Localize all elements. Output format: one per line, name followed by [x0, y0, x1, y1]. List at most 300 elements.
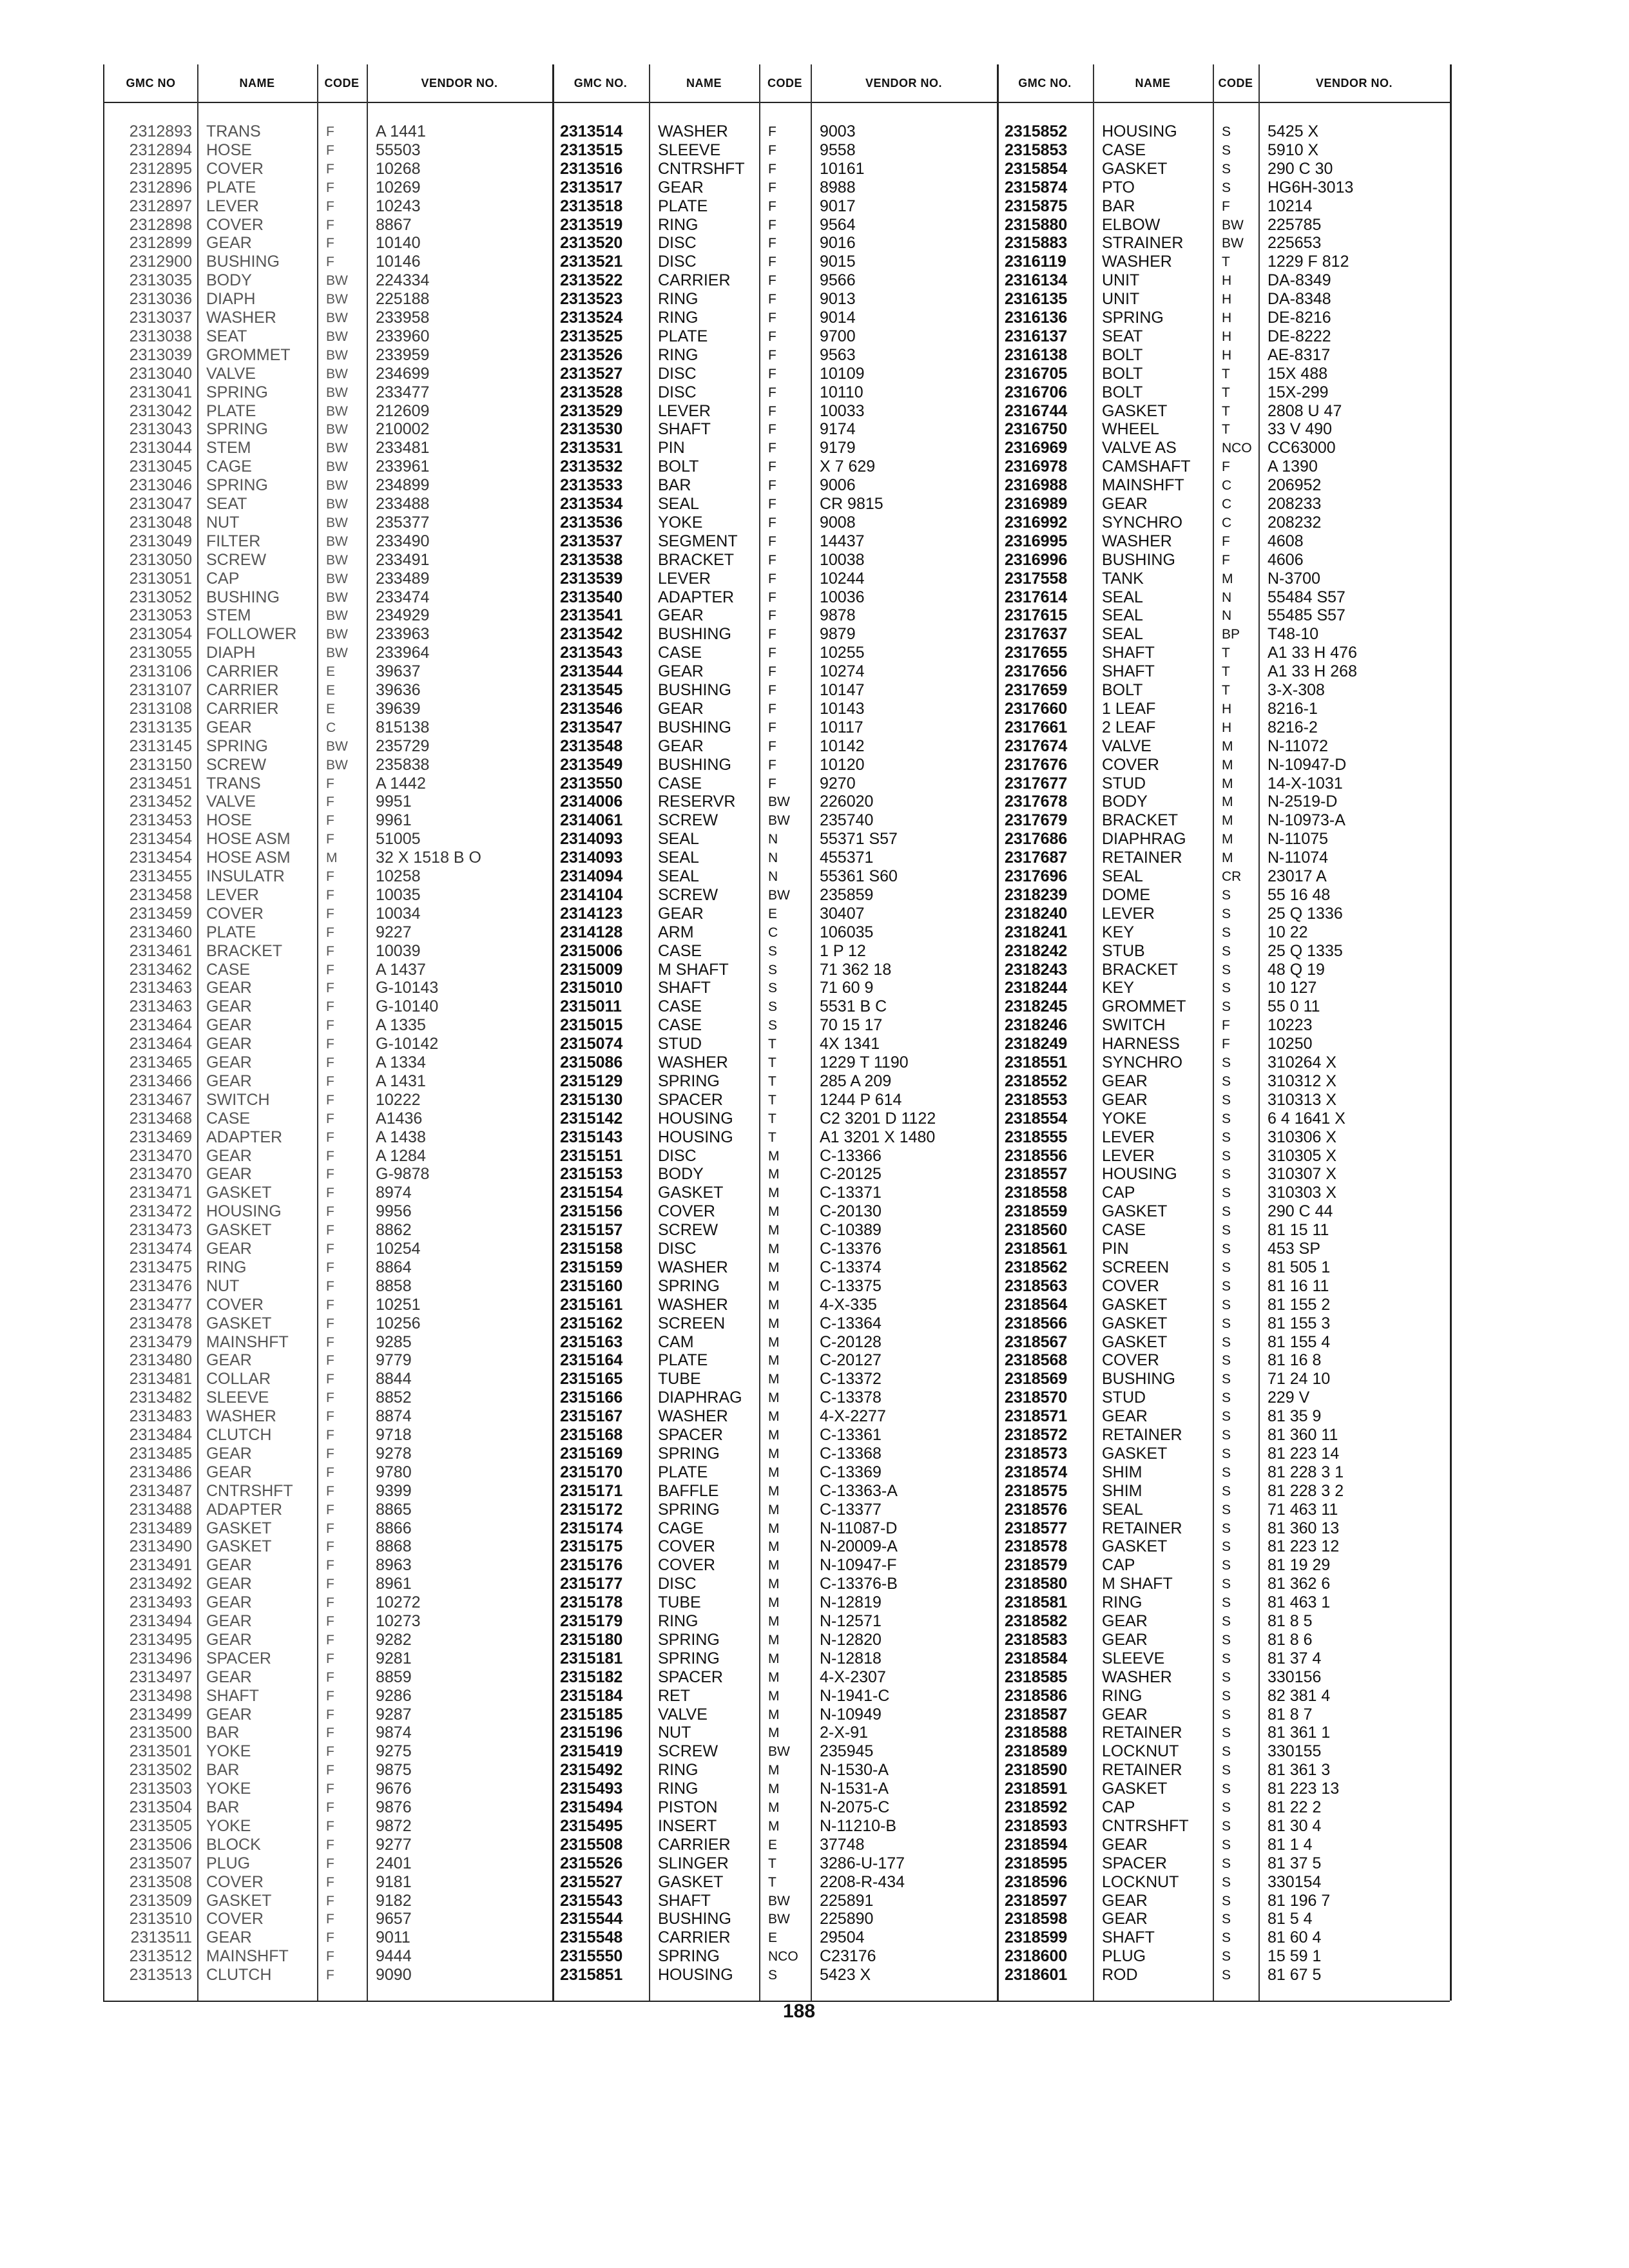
vendor-code: F	[326, 1707, 334, 1722]
part-name: GEAR	[206, 718, 252, 736]
vendor-code: M	[768, 1521, 780, 1536]
vendor-no: N-2075-C	[820, 1798, 890, 1816]
vendor-code: M	[768, 1465, 780, 1480]
part-name: COVER	[206, 215, 264, 234]
part-name: SHAFT	[206, 1686, 259, 1705]
vendor-code: F	[1222, 552, 1230, 568]
vendor-code: F	[326, 1782, 334, 1797]
gmc-no: 2315165	[560, 1370, 623, 1389]
vendor-code: BW	[768, 794, 790, 810]
vendor-code: BW	[326, 366, 348, 381]
vendor-code: S	[1222, 161, 1231, 177]
vendor-code: S	[768, 962, 778, 977]
gmc-no: 2317661	[1005, 718, 1068, 736]
vendor-no: 9017	[820, 197, 856, 215]
part-name: PIN	[658, 439, 685, 457]
part-name: GEAR	[206, 1556, 252, 1575]
gmc-no: 2312897	[129, 197, 192, 215]
vendor-no: 4X 1341	[820, 1035, 880, 1053]
vendor-code: F	[326, 1502, 334, 1517]
part-name: SPACER	[658, 1667, 723, 1686]
vendor-no: 9657	[376, 1910, 412, 1928]
part-name: SCREW	[658, 1221, 718, 1240]
vendor-code: BW	[326, 347, 348, 363]
vendor-no: 9016	[820, 234, 856, 253]
vendor-no: 234929	[376, 606, 430, 625]
vendor-code: F	[326, 1129, 334, 1145]
part-name: GASKET	[658, 1872, 724, 1891]
vendor-no: 10273	[376, 1612, 421, 1630]
part-name: RETAINER	[1102, 849, 1182, 867]
vendor-no: CC63000	[1268, 439, 1336, 457]
vendor-code: BP	[1222, 627, 1240, 642]
vendor-code: N	[768, 850, 778, 866]
part-name: GEAR	[658, 606, 704, 625]
part-name: KEY	[1102, 979, 1135, 997]
gmc-no: 2315178	[560, 1593, 623, 1612]
vendor-code: F	[326, 142, 334, 158]
part-name: COVER	[206, 1295, 264, 1314]
vendor-no: A 1390	[1268, 457, 1318, 476]
vendor-no: 9564	[820, 215, 856, 234]
part-name: HOSE	[206, 140, 252, 159]
vendor-no: 8866	[376, 1519, 412, 1537]
vendor-code: F	[326, 1763, 334, 1778]
vendor-code: F	[768, 422, 776, 437]
vendor-no: C-13371	[820, 1184, 882, 1202]
vendor-code: S	[1222, 1334, 1231, 1350]
vendor-no: 815138	[376, 718, 430, 736]
vendor-code: T	[768, 1055, 776, 1070]
vendor-no: A 1437	[376, 960, 426, 979]
vendor-no: 225653	[1268, 234, 1322, 253]
part-name: FILTER	[206, 532, 261, 550]
vendor-no: 81 35 9	[1268, 1407, 1322, 1426]
vendor-no: 5910 X	[1268, 140, 1319, 159]
gmc-no: 2316134	[1005, 271, 1068, 290]
vendor-code: S	[1222, 887, 1231, 903]
gmc-no: 2313472	[129, 1202, 192, 1221]
vendor-code: BW	[326, 515, 348, 530]
gmc-no: 2316992	[1005, 513, 1068, 532]
vendor-code: F	[326, 255, 334, 270]
gmc-no: 2313452	[129, 793, 192, 811]
gmc-no: 2314093	[560, 849, 623, 867]
gmc-no: 2314061	[560, 811, 623, 830]
part-name: SEAL	[658, 867, 699, 885]
gmc-no: 2318579	[1005, 1556, 1068, 1575]
vendor-code: F	[768, 701, 776, 716]
vendor-code: T	[1222, 255, 1230, 270]
gmc-no: 2314128	[560, 923, 623, 941]
header-vendor-no: VENDOR NO.	[865, 76, 942, 90]
part-name: CARRIER	[658, 1928, 731, 1947]
vendor-no: 9285	[376, 1332, 412, 1351]
part-name: CASE	[658, 1016, 702, 1035]
vendor-no: N-12820	[820, 1630, 882, 1649]
part-name: RING	[206, 1258, 247, 1276]
part-name: GEAR	[206, 1575, 252, 1593]
vendor-code: H	[1222, 701, 1232, 716]
part-name: STUD	[1102, 774, 1146, 793]
gmc-no: 2313524	[560, 309, 623, 327]
gmc-no: 2313467	[129, 1090, 192, 1109]
vendor-code: F	[768, 236, 776, 251]
gmc-no: 2315548	[560, 1928, 623, 1947]
part-name: HOUSING	[1102, 1165, 1177, 1184]
part-name: SPRING	[658, 1276, 720, 1295]
part-name: BAR	[1102, 197, 1135, 215]
vendor-code: M	[768, 1428, 780, 1443]
vendor-code: S	[768, 999, 778, 1015]
vendor-code: F	[768, 217, 776, 233]
gmc-no: 2313504	[129, 1798, 192, 1816]
vendor-code: BW	[768, 813, 790, 829]
vendor-no: 9181	[376, 1872, 412, 1891]
vendor-code: S	[1222, 1763, 1231, 1778]
vendor-no: 206952	[1268, 476, 1322, 495]
vendor-code: F	[326, 1539, 334, 1555]
gmc-no: 2315086	[560, 1053, 623, 1072]
vendor-code: F	[326, 1018, 334, 1033]
vendor-code: T	[768, 1874, 776, 1890]
gmc-no: 2317615	[1005, 606, 1068, 625]
part-name: PLATE	[206, 923, 256, 941]
vendor-code: S	[1222, 1390, 1231, 1406]
part-name: GEAR	[1102, 1891, 1148, 1910]
gmc-no: 2316989	[1005, 495, 1068, 513]
vendor-no: 81 155 4	[1268, 1332, 1331, 1351]
gmc-no: 2318598	[1005, 1910, 1068, 1928]
gmc-no: 2315875	[1005, 197, 1068, 215]
part-name: WASHER	[658, 1053, 728, 1072]
vendor-no: 10110	[820, 383, 863, 401]
vendor-no: 9015	[820, 253, 856, 271]
gmc-no: 2315494	[560, 1798, 623, 1816]
vendor-code: F	[326, 794, 334, 810]
gmc-no: 2315159	[560, 1258, 623, 1276]
part-name: SCREW	[658, 885, 718, 904]
part-name: HOUSING	[658, 1966, 733, 1984]
vendor-no: 30407	[820, 904, 865, 923]
part-name: CASE	[206, 1109, 251, 1128]
vendor-no: 71 362 18	[820, 960, 892, 979]
vendor-code: M	[1222, 571, 1233, 586]
part-name: RING	[658, 1780, 699, 1798]
vendor-code: F	[326, 1409, 334, 1425]
vendor-no: 15X-299	[1268, 383, 1329, 401]
vendor-no: C-10389	[820, 1221, 882, 1240]
vendor-code: M	[768, 1186, 780, 1201]
part-name: SEAL	[1102, 606, 1143, 625]
part-name: 2 LEAF	[1102, 718, 1156, 736]
vendor-no: AE-8317	[1268, 345, 1331, 364]
part-name: CAM	[658, 1332, 694, 1351]
vendor-code: T	[1222, 403, 1230, 419]
vendor-no: 233959	[376, 345, 430, 364]
gmc-no: 2316978	[1005, 457, 1068, 476]
gmc-no: 2318569	[1005, 1370, 1068, 1389]
part-name: PLATE	[658, 327, 708, 345]
vendor-no: C-13368	[820, 1444, 882, 1463]
vendor-code: M	[768, 1818, 780, 1834]
part-name: SWITCH	[1102, 1016, 1166, 1035]
gmc-no: 2315006	[560, 941, 623, 960]
vendor-no: 9278	[376, 1444, 412, 1463]
vendor-no: 233481	[376, 439, 430, 457]
vendor-no: 10258	[376, 867, 421, 885]
part-name: SEAL	[658, 849, 699, 867]
vendor-no: 310312 X	[1268, 1072, 1337, 1090]
gmc-no: 2313481	[129, 1370, 192, 1389]
part-name: FOLLOWER	[206, 625, 297, 644]
gmc-no: 2315010	[560, 979, 623, 997]
vendor-no: T48-10	[1268, 625, 1319, 644]
vendor-no: 10255	[820, 644, 865, 662]
gmc-no: 2315874	[1005, 178, 1068, 197]
vendor-code: S	[1222, 1483, 1231, 1499]
part-name: YOKE	[206, 1780, 251, 1798]
vendor-no: 81 360 13	[1268, 1519, 1340, 1537]
vendor-code: F	[768, 347, 776, 363]
gmc-no: 2316138	[1005, 345, 1068, 364]
gmc-no: 2313539	[560, 569, 623, 588]
gmc-no: 2315526	[560, 1854, 623, 1872]
header-name: NAME	[1135, 76, 1171, 90]
gmc-no: 2313489	[129, 1519, 192, 1537]
part-name: GEAR	[206, 1053, 252, 1072]
vendor-no: 235740	[820, 811, 874, 830]
vendor-code: BW	[326, 757, 348, 773]
vendor-code: F	[326, 1893, 334, 1908]
gmc-no: 2318586	[1005, 1686, 1068, 1705]
gmc-no: 2313464	[129, 1016, 192, 1035]
vendor-code: S	[1222, 1968, 1231, 1983]
vendor-code: S	[1222, 1614, 1231, 1629]
vendor-no: 455371	[820, 849, 874, 867]
gmc-no: 2318578	[1005, 1537, 1068, 1556]
gmc-no: 2315166	[560, 1389, 623, 1407]
gmc-no: 2313541	[560, 606, 623, 625]
part-name: CARRIER	[658, 271, 731, 290]
column-divider	[759, 64, 760, 2001]
vendor-code: F	[1222, 1037, 1230, 1052]
gmc-no: 2315154	[560, 1184, 623, 1202]
gmc-no: 2317637	[1005, 625, 1068, 644]
part-name: RET	[658, 1686, 690, 1705]
vendor-no: 8961	[376, 1575, 412, 1593]
gmc-no: 2315185	[560, 1705, 623, 1724]
vendor-code: E	[768, 1837, 778, 1852]
part-name: SPACER	[658, 1090, 723, 1109]
gmc-no: 2313464	[129, 1035, 192, 1053]
gmc-no: 2315181	[560, 1649, 623, 1667]
vendor-no: 310306 X	[1268, 1128, 1337, 1146]
part-name: GASKET	[206, 1184, 272, 1202]
header-divider	[104, 102, 1450, 103]
part-name: DIAPH	[206, 290, 256, 309]
vendor-no: 9090	[376, 1966, 412, 1984]
vendor-no: 81 5 4	[1268, 1910, 1313, 1928]
vendor-code: F	[326, 1260, 334, 1275]
vendor-code: F	[326, 1316, 334, 1331]
part-name: GASKET	[1102, 1332, 1168, 1351]
vendor-code: M	[768, 1577, 780, 1592]
vendor-code: BW	[326, 608, 348, 624]
vendor-no: 9956	[376, 1202, 412, 1221]
gmc-no: 2318563	[1005, 1276, 1068, 1295]
gmc-no: 2313484	[129, 1426, 192, 1444]
part-name: BOLT	[1102, 383, 1143, 401]
vendor-no: 10251	[376, 1295, 421, 1314]
gmc-no: 2315527	[560, 1872, 623, 1891]
part-name: YOKE	[658, 513, 703, 532]
column-divider	[1213, 64, 1214, 2001]
vendor-code: C	[768, 925, 778, 940]
part-name: RING	[658, 345, 699, 364]
vendor-code: BW	[326, 403, 348, 419]
part-name: LEVER	[206, 885, 259, 904]
vendor-no: 10109	[820, 364, 865, 383]
column-divider	[997, 64, 999, 2001]
vendor-code: M	[768, 1632, 780, 1648]
vendor-code: S	[1222, 124, 1231, 139]
vendor-code: F	[326, 1390, 334, 1406]
gmc-no: 2315151	[560, 1146, 623, 1165]
vendor-no: 9287	[376, 1705, 412, 1724]
gmc-no: 2313529	[560, 401, 623, 420]
vendor-code: M	[768, 1297, 780, 1312]
vendor-code: S	[1222, 1893, 1231, 1908]
vendor-code: F	[326, 1651, 334, 1666]
vendor-no: 1244 P 614	[820, 1090, 902, 1109]
vendor-code: F	[768, 646, 776, 661]
vendor-no: 233961	[376, 457, 430, 476]
vendor-code: T	[1222, 646, 1230, 661]
vendor-no: 81 228 3 1	[1268, 1463, 1344, 1481]
gmc-no: 2313549	[560, 755, 623, 774]
vendor-code: S	[1222, 1055, 1231, 1070]
column-divider	[811, 64, 812, 2001]
vendor-no: 15X 488	[1268, 364, 1328, 383]
vendor-no: A1 3201 X 1480	[820, 1128, 936, 1146]
vendor-code: F	[326, 981, 334, 996]
vendor-code: T	[1222, 683, 1230, 698]
vendor-no: 9558	[820, 140, 856, 159]
gmc-no: 2316750	[1005, 420, 1068, 439]
vendor-code: CR	[1222, 869, 1242, 884]
part-name: BRACKET	[658, 550, 735, 569]
vendor-no: 6 4 1641 X	[1268, 1109, 1345, 1128]
vendor-code: N	[1222, 608, 1232, 624]
gmc-no: 2313538	[560, 550, 623, 569]
gmc-no: 2313499	[129, 1705, 192, 1724]
part-name: SCREW	[658, 811, 718, 830]
part-name: YOKE	[206, 1816, 251, 1835]
vendor-no: 9718	[376, 1426, 412, 1444]
part-name: M SHAFT	[658, 960, 729, 979]
part-name: SHAFT	[1102, 644, 1155, 662]
part-name: RETAINER	[1102, 1426, 1182, 1444]
vendor-no: C-13376	[820, 1240, 882, 1258]
vendor-no: 10117	[820, 718, 863, 736]
vendor-no: 10039	[376, 941, 421, 960]
part-name: CARRIER	[206, 662, 279, 681]
vendor-no: 81 505 1	[1268, 1258, 1331, 1276]
vendor-no: N-12571	[820, 1612, 882, 1630]
part-name: CNTRSHFT	[1102, 1816, 1189, 1835]
vendor-code: F	[768, 571, 776, 586]
vendor-code: M	[768, 1688, 780, 1704]
vendor-code: S	[1222, 1818, 1231, 1834]
gmc-no: 2313475	[129, 1258, 192, 1276]
part-name: SLEEVE	[206, 1389, 269, 1407]
vendor-code: BW	[326, 738, 348, 754]
vendor-code: F	[326, 1614, 334, 1629]
gmc-no: 2313506	[129, 1835, 192, 1854]
vendor-code: M	[768, 1242, 780, 1256]
gmc-no: 2315167	[560, 1407, 623, 1426]
vendor-code: F	[1222, 533, 1230, 549]
part-name: M SHAFT	[1102, 1575, 1173, 1593]
vendor-code: S	[1222, 1223, 1231, 1238]
vendor-no: 10269	[376, 178, 421, 197]
vendor-code: F	[768, 441, 776, 456]
vendor-code: F	[768, 385, 776, 400]
part-name: WASHER	[658, 122, 728, 140]
vendor-no: 39636	[376, 681, 421, 699]
vendor-no: 81 37 4	[1268, 1649, 1322, 1667]
gmc-no: 2313490	[129, 1537, 192, 1556]
part-name: SPRING	[206, 420, 268, 439]
part-name: LEVER	[658, 401, 711, 420]
vendor-code: F	[768, 627, 776, 642]
vendor-no: 29504	[820, 1928, 865, 1947]
gmc-no: 2313498	[129, 1686, 192, 1705]
part-name: GEAR	[658, 736, 704, 755]
gmc-no: 2318597	[1005, 1891, 1068, 1910]
part-name: SEAL	[658, 495, 699, 513]
gmc-no: 2313520	[560, 234, 623, 253]
gmc-no: 2316988	[1005, 476, 1068, 495]
vendor-code: F	[326, 1632, 334, 1648]
part-name: BUSHING	[1102, 550, 1175, 569]
part-name: TRANS	[206, 122, 261, 140]
gmc-no: 2318243	[1005, 960, 1068, 979]
gmc-no: 2318581	[1005, 1593, 1068, 1612]
gmc-no: 2315011	[560, 997, 622, 1016]
part-name: SPACER	[658, 1426, 723, 1444]
gmc-no: 2313485	[129, 1444, 192, 1463]
gmc-no: 2314093	[560, 830, 623, 849]
part-name: WASHER	[658, 1258, 728, 1276]
vendor-code: S	[1222, 1688, 1231, 1704]
part-name: DISC	[658, 1575, 697, 1593]
vendor-code: M	[326, 850, 338, 866]
column-divider	[552, 64, 554, 2001]
vendor-code: F	[768, 720, 776, 735]
vendor-no: 10142	[820, 736, 865, 755]
gmc-no: 2318559	[1005, 1202, 1068, 1221]
vendor-no: C-13369	[820, 1463, 882, 1481]
part-name: SLINGER	[658, 1854, 729, 1872]
part-name: CASE	[658, 644, 702, 662]
vendor-code: BW	[326, 497, 348, 512]
vendor-no: N-20009-A	[820, 1537, 898, 1556]
header-name: NAME	[239, 76, 275, 90]
vendor-code: BW	[326, 627, 348, 642]
column-divider	[1450, 64, 1452, 2001]
